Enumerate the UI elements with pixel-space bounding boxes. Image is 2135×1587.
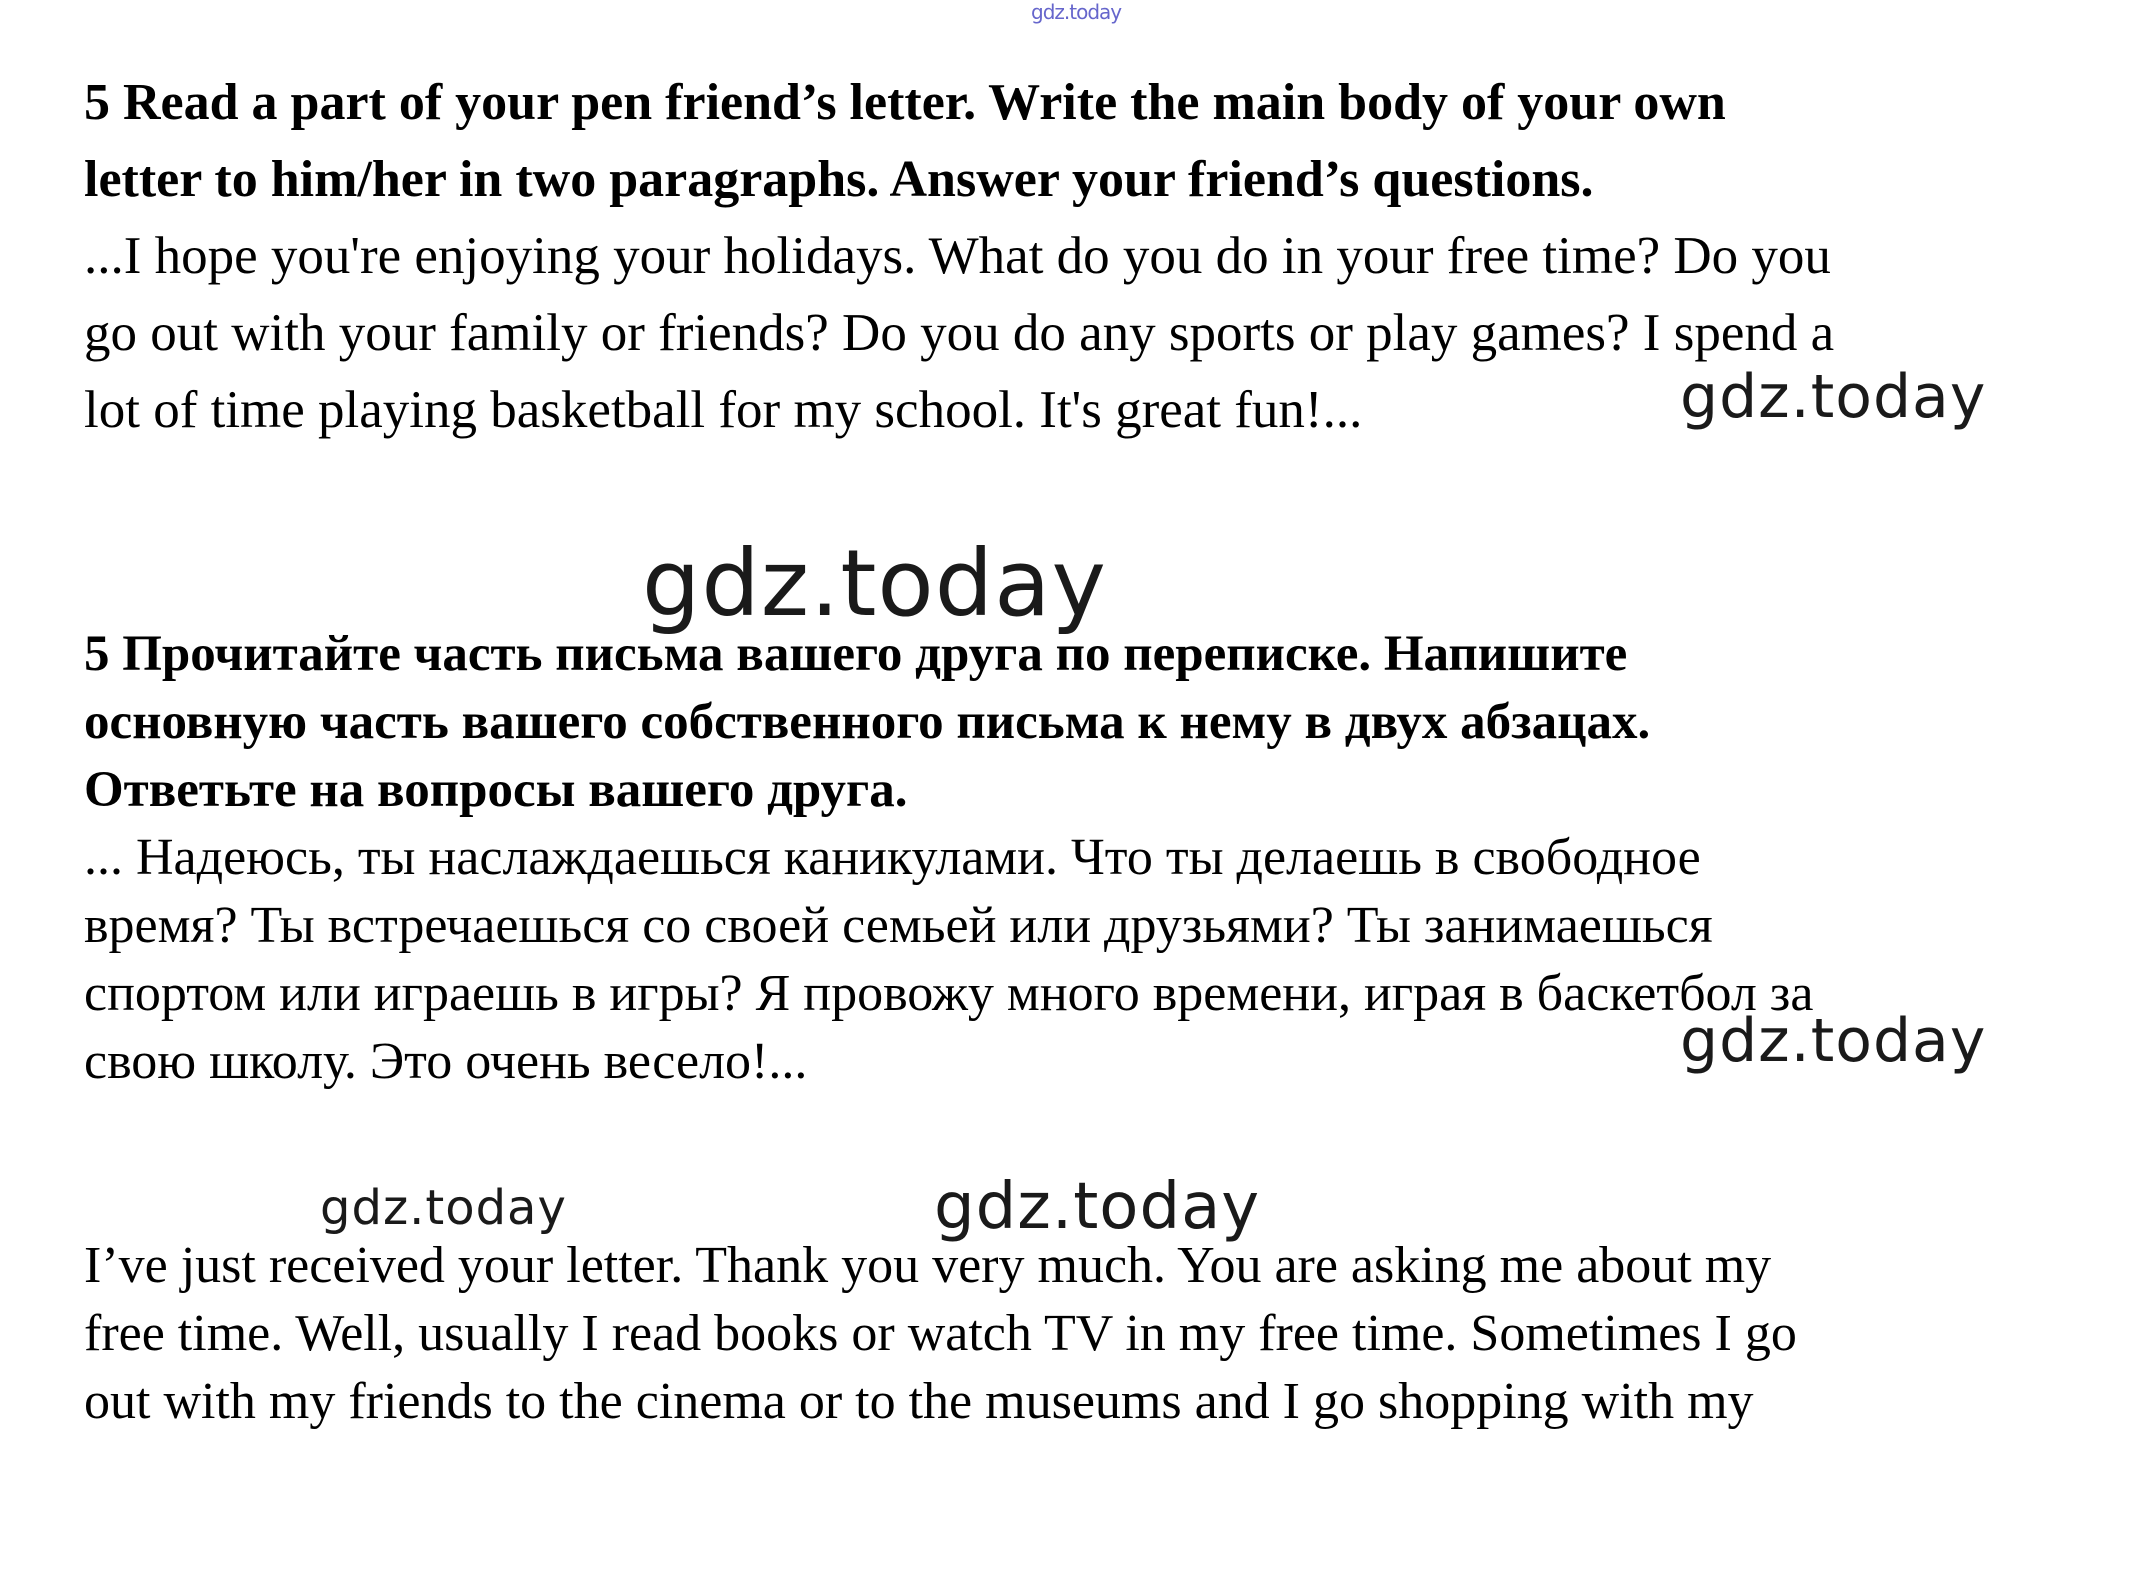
letter-line: спортом или играешь в игры? Я провожу много времени, играя в баскетбол за	[84, 965, 1814, 1022]
russian-task-heading	[84, 620, 2084, 824]
letter-line: ...I hope you're enjoying your holidays. What do you do in your free time? Do you	[84, 227, 1831, 285]
letter-line: время? Ты встречаешься со своей семьей или друзьями? Ты занимаешься	[84, 897, 1713, 954]
watermark: gdz.today	[934, 1170, 1261, 1244]
watermark: gdz.today	[320, 1180, 567, 1236]
heading-line: letter to him/her in two paragraphs. Answer your friend’s questions.	[84, 151, 1594, 208]
answer-line: I’ve just received your letter. Thank you very much. You are asking me about my	[84, 1237, 1772, 1294]
english-task-heading	[84, 64, 2084, 218]
top-watermark: gdz.today	[1031, 0, 1122, 24]
letter-line: go out with your family or friends? Do you do any sports or play games? I spend a	[84, 304, 1835, 362]
answer-line: free time. Well, usually I read books or watch TV in my free time. Sometimes I go	[84, 1305, 1797, 1362]
answer-text	[84, 1232, 2084, 1436]
answer-paragraph	[84, 1232, 2084, 1436]
letter-line: lot of time playing basketball for my school. It's great fun!...	[84, 381, 1363, 439]
heading-line: 5 Прочитайте часть письма вашего друга по переписке. Напишите	[84, 626, 1628, 682]
letter-line: ... Надеюсь, ты наслаждаешься каникулами. Что ты делаешь в свободное	[84, 829, 1701, 886]
letter-line: свою школу. Это очень весело!...	[84, 1033, 808, 1090]
heading-line: основную часть вашего собственного письма к нему в двух абзацах.	[84, 694, 1651, 750]
watermark: gdz.today	[1680, 362, 1987, 432]
watermark: gdz.today	[1680, 1006, 1987, 1076]
answer-line: out with my friends to the cinema or to the museums and I go shopping with my	[84, 1373, 1754, 1430]
heading-line: Ответьте на вопросы вашего друга.	[84, 762, 908, 818]
heading-line: 5 Read a part of your pen friend’s letter. Write the main body of your own	[84, 74, 1726, 131]
watermark: gdz.today	[642, 530, 1107, 637]
